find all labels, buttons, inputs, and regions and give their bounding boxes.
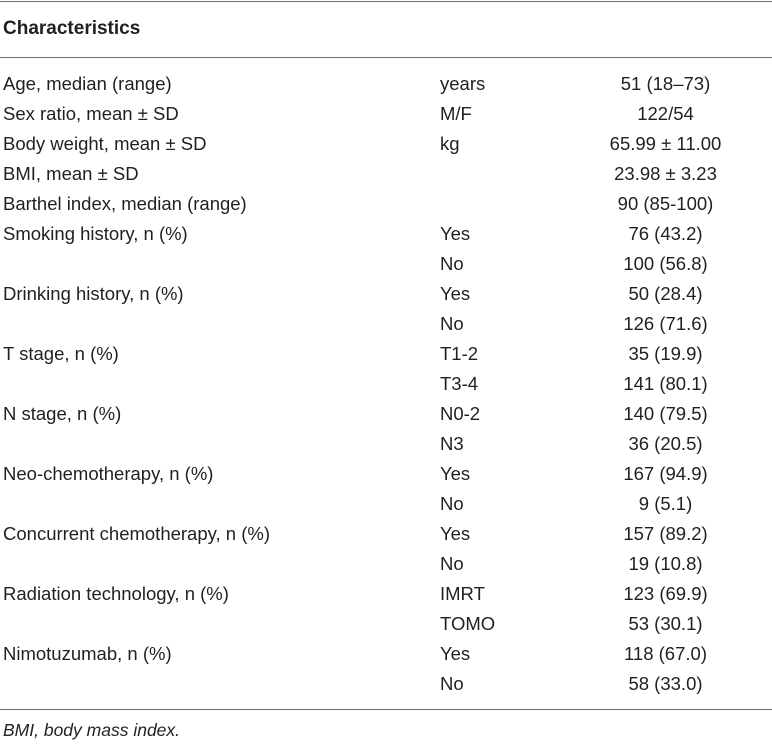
row-label: Drinking history, n (%) — [3, 283, 184, 304]
table-row — [0, 370, 772, 400]
row-unit: Yes — [440, 643, 471, 664]
row-value: 122/54 — [637, 103, 694, 124]
row-value: 35 (19.9) — [628, 343, 703, 364]
row-value: 141 (80.1) — [623, 373, 708, 394]
row-unit: N3 — [440, 433, 464, 454]
row-value: 50 (28.4) — [628, 283, 703, 304]
row-label: Age, median (range) — [3, 73, 172, 94]
table-row — [0, 340, 772, 370]
table-header-rule — [0, 57, 772, 58]
table-row — [0, 130, 772, 160]
table-body — [0, 70, 772, 700]
row-unit: No — [440, 313, 464, 334]
row-unit: T1-2 — [440, 343, 479, 364]
row-label: Nimotuzumab, n (%) — [3, 643, 172, 664]
row-label: Neo-chemotherapy, n (%) — [3, 463, 214, 484]
row-label: T stage, n (%) — [3, 343, 119, 364]
table-row — [0, 640, 772, 670]
row-unit: M/F — [440, 103, 472, 124]
table-row — [0, 160, 772, 190]
table-row — [0, 460, 772, 490]
row-unit: No — [440, 493, 464, 514]
row-value: 58 (33.0) — [628, 673, 703, 694]
table-row — [0, 310, 772, 340]
row-value: 53 (30.1) — [628, 613, 703, 634]
row-label: Body weight, mean ± SD — [3, 133, 207, 154]
row-value: 157 (89.2) — [623, 523, 708, 544]
table-top-rule — [0, 1, 772, 2]
table-row — [0, 550, 772, 580]
row-unit: Yes — [440, 223, 471, 244]
row-value: 9 (5.1) — [638, 493, 693, 514]
row-unit: Yes — [440, 283, 471, 304]
row-label: BMI, mean ± SD — [3, 163, 139, 184]
row-label: Smoking history, n (%) — [3, 223, 188, 244]
row-value: 65.99 ± 11.00 — [609, 133, 722, 154]
table-row — [0, 280, 772, 310]
row-unit: years — [440, 73, 486, 94]
row-value: 19 (10.8) — [628, 553, 703, 574]
row-value: 123 (69.9) — [623, 583, 708, 604]
row-label: Barthel index, median (range) — [3, 193, 247, 214]
row-unit: T3-4 — [440, 373, 479, 394]
table-row — [0, 70, 772, 100]
table-row — [0, 190, 772, 220]
row-unit: No — [440, 673, 464, 694]
table-row — [0, 610, 772, 640]
table-row — [0, 520, 772, 550]
row-value: 140 (79.5) — [623, 403, 708, 424]
row-unit: No — [440, 553, 464, 574]
table-row — [0, 430, 772, 460]
row-value: 36 (20.5) — [628, 433, 703, 454]
row-unit: Yes — [440, 523, 471, 544]
table-bottom-rule — [0, 709, 772, 710]
table-row — [0, 670, 772, 700]
table-row — [0, 580, 772, 610]
table-row — [0, 490, 772, 520]
row-value: 118 (67.0) — [624, 643, 707, 664]
row-value: 126 (71.6) — [623, 313, 708, 334]
row-value: 51 (18–73) — [620, 73, 711, 94]
row-value: 90 (85-100) — [617, 193, 714, 214]
table-row — [0, 100, 772, 130]
row-value: 23.98 ± 3.23 — [614, 163, 717, 184]
row-unit: IMRT — [440, 583, 485, 604]
row-label: Sex ratio, mean ± SD — [3, 103, 179, 124]
row-unit: kg — [440, 133, 460, 154]
row-label: N stage, n (%) — [3, 403, 122, 424]
row-value: 100 (56.8) — [623, 253, 708, 274]
row-label: Concurrent chemotherapy, n (%) — [3, 523, 270, 544]
row-unit: Yes — [440, 463, 471, 484]
table-footnote: BMI, body mass index. — [3, 720, 181, 740]
table-row — [0, 220, 772, 250]
row-unit: TOMO — [440, 613, 496, 634]
row-value: 167 (94.9) — [623, 463, 708, 484]
row-unit: N0-2 — [440, 403, 481, 424]
table-row — [0, 250, 772, 280]
table-row — [0, 400, 772, 430]
row-label: Radiation technology, n (%) — [3, 583, 229, 604]
row-unit: No — [440, 253, 464, 274]
row-value: 76 (43.2) — [628, 223, 703, 244]
table-header: Characteristics — [3, 18, 141, 39]
